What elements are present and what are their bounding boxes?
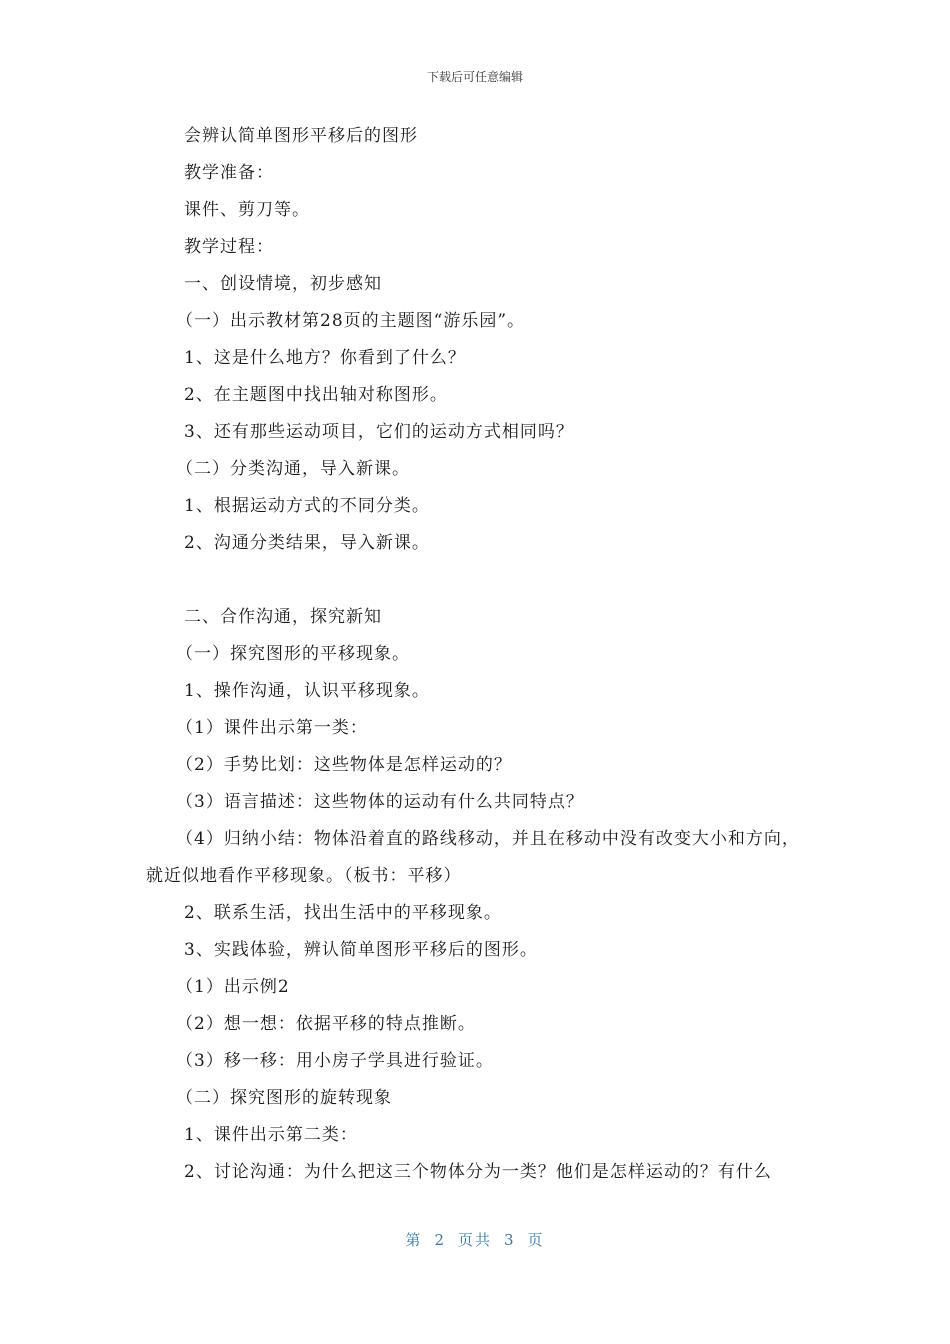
- list-item: （3）语言描述：这些物体的运动有什么共同特点？: [176, 792, 584, 812]
- list-item: 2、讨论沟通：为什么把这三个物体分为一类？他们是怎样运动的？有什么: [184, 1162, 772, 1182]
- footer-current-page: 2: [434, 1231, 446, 1249]
- list-item: 1、课件出示第二类：: [184, 1125, 358, 1145]
- page-footer: [0, 1229, 950, 1250]
- list-item: 3、实践体验，辨认简单图形平移后的图形。: [184, 940, 538, 960]
- blank-line: [146, 562, 816, 599]
- document-body: [146, 118, 816, 1191]
- list-item: 1、操作沟通，认识平移现象。: [184, 681, 430, 701]
- paragraph-line: 课件、剪刀等。: [184, 200, 310, 220]
- paragraph-line: 会辨认简单图形平移后的图形: [184, 126, 418, 146]
- footer-total-pages: 3: [504, 1231, 516, 1249]
- footer-mid: 页共: [457, 1231, 492, 1249]
- section-heading: 二、合作沟通，探究新知: [184, 607, 382, 627]
- subsection-heading: （二）探究图形的旋转现象: [176, 1088, 392, 1108]
- page-header: 下载后可任意编辑: [426, 70, 523, 84]
- list-item: （1）出示例2: [176, 977, 290, 997]
- subsection-heading: （一）探究图形的平移现象。: [176, 644, 410, 664]
- wrapped-paragraph: （4）归纳小结：物体沿着直的路线移动，并且在移动中没有改变大小和方向，就近似地看作平移现象。（板书：平移）: [146, 829, 800, 886]
- list-item: 2、沟通分类结果，导入新课。: [184, 533, 430, 553]
- list-item: （2）想一想：依据平移的特点推断。: [176, 1014, 476, 1034]
- footer-prefix: 第: [405, 1231, 423, 1249]
- subsection-heading: （二）分类沟通，导入新课。: [176, 459, 410, 479]
- subsection-heading: （一）出示教材第28页的主题图“游乐园”。: [176, 311, 526, 331]
- list-item: 1、这是什么地方？你看到了什么？: [184, 348, 466, 368]
- section-heading: 一、创设情境，初步感知: [184, 274, 382, 294]
- list-item: （1）课件出示第一类：: [176, 718, 368, 738]
- list-item: 2、在主题图中找出轴对称图形。: [184, 385, 448, 405]
- list-item: 1、根据运动方式的不同分类。: [184, 496, 430, 516]
- paragraph-line: 教学过程：: [184, 237, 274, 257]
- list-item: （3）移一移：用小房子学具进行验证。: [176, 1051, 494, 1071]
- footer-suffix: 页: [527, 1231, 545, 1249]
- list-item: 2、联系生活，找出生活中的平移现象。: [184, 903, 502, 923]
- paragraph-line: 教学准备：: [184, 163, 274, 183]
- list-item: （2）手势比划：这些物体是怎样运动的？: [176, 755, 512, 775]
- list-item: 3、还有那些运动项目，它们的运动方式相同吗？: [184, 422, 574, 442]
